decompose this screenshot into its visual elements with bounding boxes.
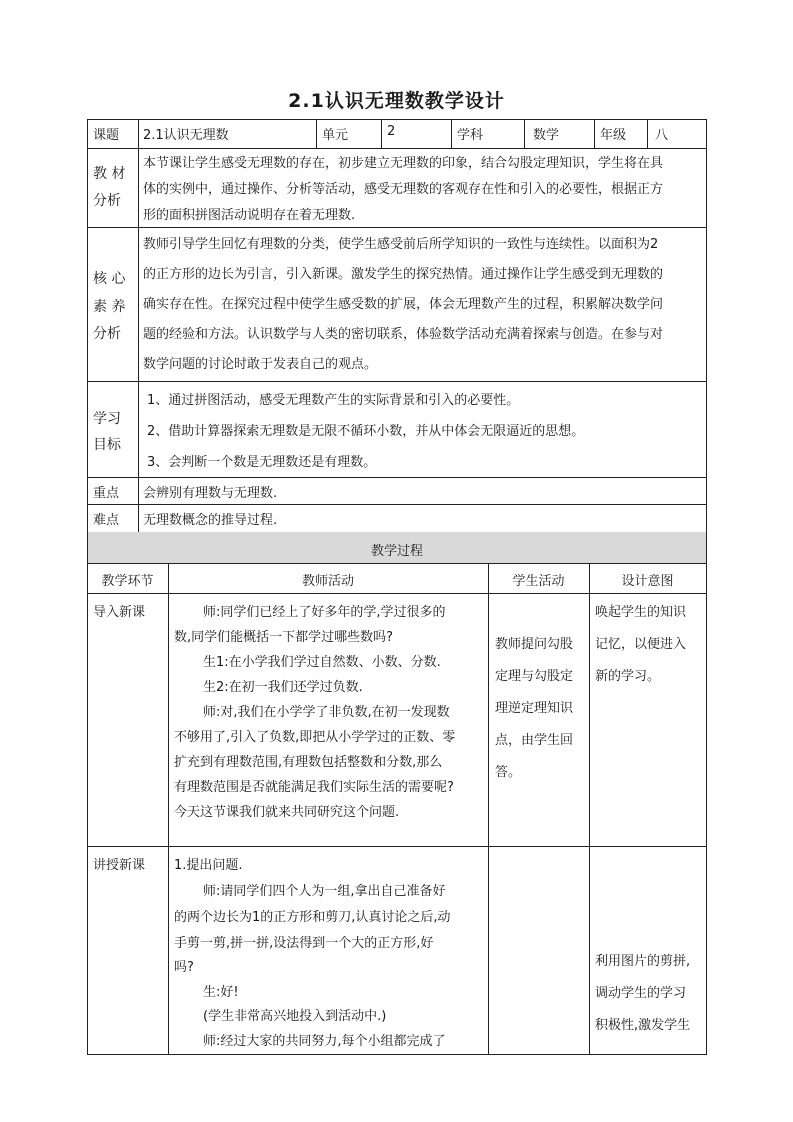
goals-label: 目标 (93, 437, 121, 453)
page-title: 2.1认识无理数教学设计 (288, 90, 505, 112)
lecture-teacher-line: (学生非常高兴地投入到活动中.) (203, 1009, 387, 1024)
column-header: 学生活动 (512, 574, 565, 589)
lecture-stage: 讲授新课 (93, 858, 146, 873)
goal-item: 3、会判断一个数是无理数还是有理数。 (147, 455, 377, 470)
lecture-teacher-line: 师:请同学们四个人为一组,拿出自己准备好 (203, 884, 446, 899)
difficult-point-text: 无理数概念的推导过程. (143, 513, 278, 528)
lecture-teacher-line: 师:经过大家的共同努力,每个小组都完成了 (203, 1034, 446, 1049)
lecture-intent-line: 积极性,激发学生 (595, 1018, 691, 1033)
core-text-line: 数学问题的讨论时敢于发表自己的观点。 (143, 357, 378, 372)
column-header: 设计意图 (621, 574, 674, 589)
intro-student-line: 教师提问勾股 (495, 637, 574, 652)
core-label: 素 养 (93, 299, 126, 315)
material-label: 分析 (93, 193, 121, 209)
intro-student-line: 理逆定理知识 (495, 701, 574, 716)
goal-item: 2、借助计算器探索无理数是无限不循环小数，并从中体会无限逼近的思想。 (147, 424, 585, 439)
subject-label: 学科 (457, 128, 484, 143)
goals-label: 学习 (93, 411, 121, 427)
intro-teacher-line: 数,同学们能概括一下都学过哪些数吗? (174, 630, 394, 645)
column-header: 教学环节 (101, 574, 154, 589)
process-heading: 教学过程 (370, 544, 423, 559)
lecture-teacher-line: 手剪一剪,拼一拼,设法得到一个大的正方形,好 (174, 936, 434, 951)
intro-teacher-line: 生1:在小学我们学过自然数、小数、分数. (203, 655, 441, 670)
intro-teacher-line: 今天这节课我们就来共同研究这个问题. (174, 805, 400, 820)
grade-label: 年级 (600, 128, 627, 143)
intro-intent-line: 唤起学生的知识 (595, 605, 687, 620)
difficult-point-label: 难点 (93, 513, 120, 528)
intro-teacher-line: 有理数范围是否就能满足我们实际生活的需要呢? (174, 780, 454, 795)
core-label: 分析 (93, 326, 121, 342)
core-text-line: 题的经验和方法。认识数学与人类的密切联系，体验数学活动充满着探索与创造。在参与对 (143, 327, 664, 342)
material-text-line: 体的实例中，通过操作、分析等活动，感受无理数的客观存在性和引入的必要性，根据正方 (143, 182, 664, 197)
core-label: 核 心 (93, 271, 126, 287)
lecture-teacher-line: 吗? (174, 960, 194, 975)
intro-student-line: 答。 (495, 765, 522, 780)
lecture-teacher-line: 1.提出问题. (174, 858, 243, 873)
intro-teacher-line: 师:同学们已经上了好多年的学,学过很多的 (203, 605, 446, 620)
subject-value: 数学 (533, 128, 560, 143)
intro-teacher-line: 不够用了,引入了负数,即把从小学学过的正数、零 (174, 730, 456, 745)
unit-value: 2 (387, 124, 396, 139)
goal-item: 1、通过拼图活动，感受无理数产生的实际背景和引入的必要性。 (147, 393, 520, 408)
intro-teacher-line: 师:对,我们在小学学了非负数,在初一发现数 (203, 705, 450, 720)
intro-student-line: 点，由学生回 (495, 733, 574, 748)
intro-intent-line: 新的学习。 (595, 669, 661, 684)
unit-label: 单元 (322, 128, 349, 143)
lecture-teacher-line: 的两个边长为1的正方形和剪刀,认真讨论之后,动 (174, 910, 451, 925)
core-text-line: 确实存在性。在探究过程中使学生感受数的扩展，体会无理数产生的过程，积累解决数学问 (143, 297, 664, 312)
material-label: 教 材 (93, 166, 126, 182)
material-text-line: 本节课让学生感受无理数的存在，初步建立无理数的印象，结合勾股定理知识，学生将在具 (143, 156, 664, 171)
intro-stage: 导入新课 (93, 605, 146, 620)
grade-value: 八 (655, 128, 669, 143)
intro-teacher-line: 生2:在初一我们还学过负数. (203, 680, 363, 695)
intro-student-line: 定理与勾股定 (495, 669, 574, 684)
lecture-teacher-line: 生:好! (203, 985, 239, 1000)
intro-teacher-line: 扩充到有理数范围,有理数包括整数和分数,那么 (174, 755, 443, 770)
column-header: 教师活动 (301, 574, 354, 589)
intro-intent-line: 记忆，以便进入 (595, 637, 687, 652)
key-point-text: 会辨别有理数与无理数. (143, 486, 278, 501)
course-value: 2.1认识无理数 (143, 128, 229, 143)
core-text-line: 教师引导学生回忆有理数的分类，使学生感受前后所学知识的一致性与连续性。以面积为2 (143, 237, 659, 252)
core-text-line: 的正方形的边长为引言，引入新课。激发学生的探究热情。通过操作让学生感受到无理数的 (143, 267, 664, 282)
lecture-intent-line: 利用图片的剪拼, (595, 954, 691, 969)
course-label: 课题 (93, 128, 120, 143)
material-text-line: 形的面积拼图活动说明存在着无理数. (143, 208, 356, 223)
key-point-label: 重点 (93, 486, 120, 501)
lecture-intent-line: 调动学生的学习 (595, 986, 687, 1001)
